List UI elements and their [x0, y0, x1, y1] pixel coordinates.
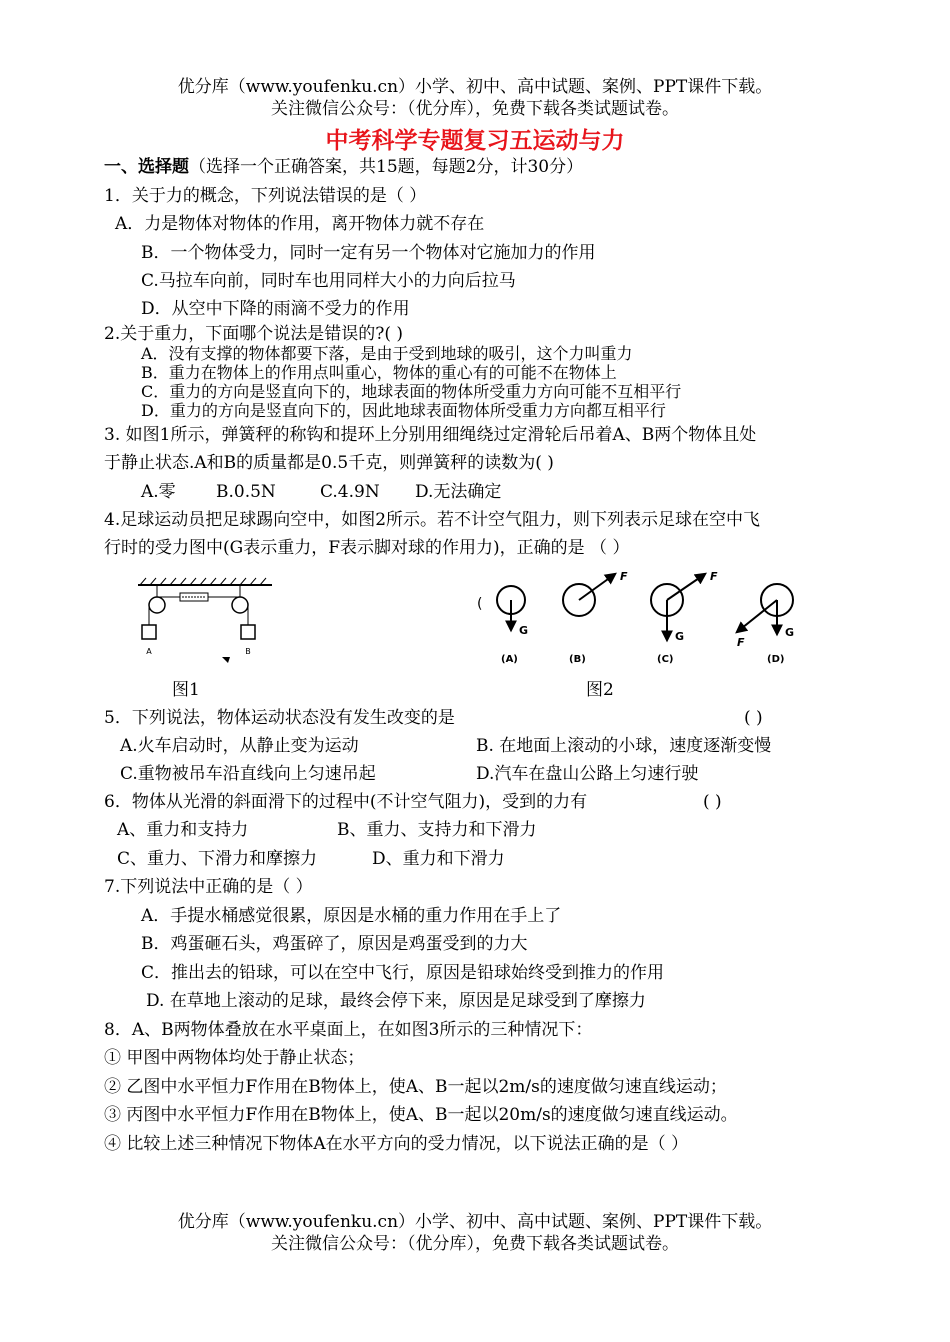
q5-option-d: D.汽车在盘山公路上匀速行驶 [476, 764, 699, 784]
q1-option-a: A．力是物体对物体的作用，离开物体力就不存在 [115, 214, 485, 234]
figure-2-c-f-label: F [710, 570, 718, 583]
q2-option-a: A．没有支撑的物体都要下落，是由于受到地球的吸引，这个力叫重力 [141, 344, 633, 363]
figure-2-d-letter: (D) [767, 654, 785, 665]
q6-option-a: A、重力和支持力 [117, 820, 249, 840]
q8-item-3: ③ 丙图中水平恒力F作用在B物体上，使A、B一起以20m/s的速度做匀速直线运动。 [104, 1105, 738, 1125]
figure-1-label-b: B [245, 647, 251, 656]
figure-2-d-g-label: G [785, 626, 795, 639]
q5-stem: 5．下列说法，物体运动状态没有发生改变的是 [104, 708, 455, 728]
figure-2-d-f-label: F [737, 636, 745, 649]
figure-1-caption: 图1 [172, 680, 200, 700]
figure-2-b-f-label: F [620, 570, 628, 583]
q8-stem: 8．A、B两物体叠放在水平桌面上，在如图3所示的三种情况下： [104, 1020, 593, 1040]
q2-option-d: D．重力的方向是竖直向下的，因此地球表面物体所受重力方向都互相平行 [141, 401, 666, 420]
figure-2-a-letter: (A) [501, 654, 518, 665]
q7-stem: 7.下列说法中正确的是（ ） [104, 877, 313, 897]
q7-option-d: D. 在草地上滚动的足球，最终会停下来，原因是足球受到了摩擦力 [146, 991, 646, 1011]
q7-option-b: B．鸡蛋砸石头，鸡蛋碎了，原因是鸡蛋受到的力大 [141, 934, 528, 954]
figure-2-caption: 图2 [586, 680, 614, 700]
q8-item-4: ④ 比较上述三种情况下物体A在水平方向的受力情况，以下说法正确的是（ ） [104, 1134, 689, 1154]
figure-2-a-g-label: G [519, 624, 529, 637]
figure-1-label-a: A [146, 647, 152, 656]
figure-1-pulley-diagram [130, 575, 280, 670]
q3-option-b: B.0.5N [216, 482, 276, 502]
q3-stem-line-2: 于静止状态.A和B的质量都是0.5千克，则弹簧秤的读数为( ) [104, 453, 554, 473]
q5-answer-paren: ( ) [744, 708, 763, 728]
q3-option-c: C.4.9N [320, 482, 380, 502]
figure-2-c-g-label: G [675, 630, 685, 643]
q5-option-a: A.火车启动时，从静止变为运动 [120, 736, 359, 756]
q1-stem: 1．关于力的概念，下列说法错误的是（ ） [104, 186, 427, 206]
q4-stem-line-1: 4.足球运动员把足球踢向空中，如图2所示。若不计空气阻力，则下列表示足球在空中飞 [104, 510, 761, 530]
footer-line-1: 优分库（www.youfenku.cn）小学、初中、高中试题、案例、PPT课件下载。 [177, 1212, 773, 1232]
q3-option-d: D.无法确定 [415, 482, 502, 502]
q8-item-2: ② 乙图中水平恒力F作用在B物体上，使A、B一起以2m/s的速度做匀速直线运动； [104, 1077, 727, 1097]
q7-option-a: A．手提水桶感觉很累，原因是水桶的重力作用在手上了 [141, 906, 562, 926]
header-line-2: 关注微信公众号：（优分库），免费下载各类试题试卷。 [271, 99, 679, 119]
section-heading [104, 157, 583, 177]
q1-option-c: C.马拉车向前，同时车也用同样大小的力向后拉马 [141, 271, 516, 291]
page-title: 中考科学专题复习五运动与力 [325, 128, 625, 154]
figure-2-c-letter: (C) [657, 654, 674, 665]
q6-option-d: D、重力和下滑力 [372, 849, 505, 869]
figure-2-paren: ( [477, 596, 483, 612]
q6-stem: 6．物体从光滑的斜面滑下的过程中(不计空气阻力)，受到的力有 [104, 792, 588, 812]
q3-option-a: A.零 [141, 482, 176, 502]
q6-option-c: C、重力、下滑力和摩擦力 [117, 849, 318, 869]
q3-stem-line-1: 3. 如图1所示，弹簧秤的称钩和提环上分别用细绳绕过定滑轮后吊着A、B两个物体且处 [104, 425, 757, 445]
figure-2-b-letter: (B) [569, 654, 586, 665]
figure-2-force-diagrams [475, 570, 815, 670]
q1-option-b: B．一个物体受力，同时一定有另一个物体对它施加力的作用 [141, 243, 596, 263]
q2-option-b: B．重力在物体上的作用点叫重心，物体的重心有的可能不在物体上 [141, 363, 617, 382]
q2-option-c: C．重力的方向是竖直向下的，地球表面的物体所受重力方向可能不互相平行 [141, 382, 682, 401]
q5-option-c: C.重物被吊车沿直线向上匀速吊起 [120, 764, 376, 784]
q7-option-c: C．推出去的铅球，可以在空中飞行，原因是铅球始终受到推力的作用 [141, 963, 665, 983]
q8-item-1: ① 甲图中两物体均处于静止状态； [104, 1048, 365, 1068]
q1-option-d: D．从空中下降的雨滴不受力的作用 [141, 299, 410, 319]
q2-stem: 2.关于重力，下面哪个说法是错误的?( ) [104, 324, 404, 344]
footer-line-2: 关注微信公众号：（优分库），免费下载各类试题试卷。 [271, 1234, 679, 1254]
q4-stem-line-2: 行时的受力图中(G表示重力，F表示脚对球的作用力)，正确的是 （ ） [104, 538, 630, 558]
header-line-1: 优分库（www.youfenku.cn）小学、初中、高中试题、案例、PPT课件下载。 [177, 77, 773, 97]
section-heading-label: 一、选择题 [104, 157, 189, 177]
q5-option-b: B. 在地面上滚动的小球，速度逐渐变慢 [476, 736, 772, 756]
q6-option-b: B、重力、支持力和下滑力 [337, 820, 537, 840]
q6-answer-paren: ( ) [703, 792, 722, 812]
section-heading-note: （选择一个正确答案，共15题，每题2分，计30分） [189, 157, 584, 177]
